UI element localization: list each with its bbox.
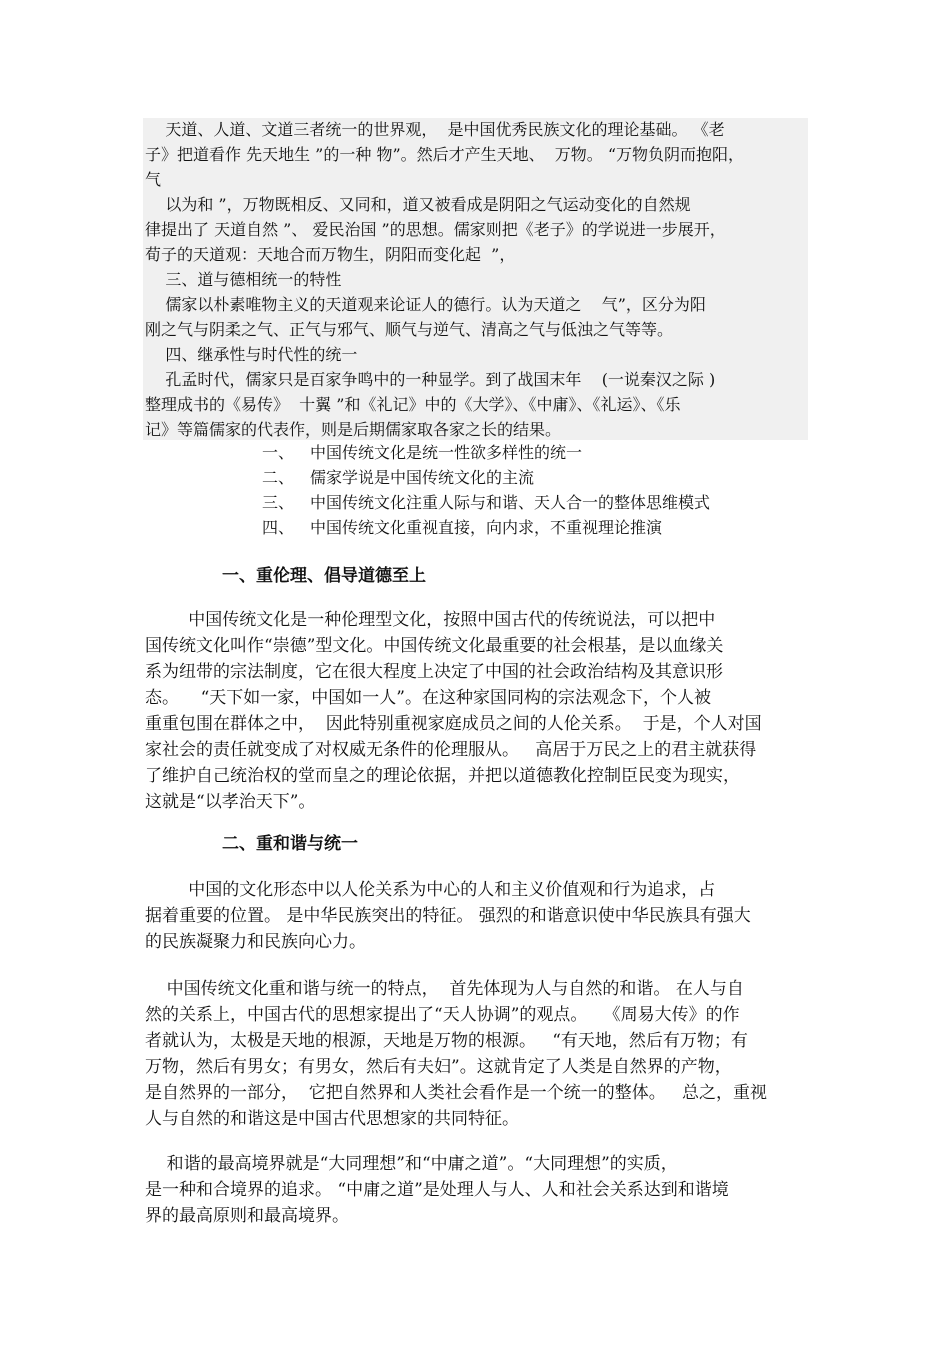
shaded-line: 儒家以朴素唯物主义的天道观来论证人的德行。认为天道之 气”，区分为阳 [145,295,706,314]
section-heading: 一、重伦理、倡导道德至上 [222,566,426,586]
body-line: 中国传统文化是一种伦理型文化，按照中国古代的传统说法，可以把中 [145,610,716,630]
body-line: 中国传统文化重和谐与统一的特点， 首先体现为人与自然的和谐。 在人与自 [145,979,744,999]
outline-item [262,441,582,465]
outline-number: 三、 [262,493,295,512]
shaded-line: 天道、人道、文道三者统一的世界观， 是中国优秀民族文化的理论基础。 《老 [145,120,725,139]
body-line: 重重包围在群体之中， 因此特别重视家庭成员之间的人伦关系。 于是，个人对国 [145,714,762,734]
outline-item [262,466,534,490]
shaded-line: 整理成书的《易传》 十翼 ”和《礼记》中的《大学》、《中庸》、《礼运》、《乐 [145,395,681,414]
body-line: 据着重要的位置。 是中华民族突出的特征。 强烈的和谐意识使中华民族具有强大 [145,906,751,926]
shaded-line: 四、继承性与时代性的统一 [145,345,358,364]
body-line: 然的关系上，中国古代的思想家提出了“天人协调”的观点。 《周易大传》的作 [145,1005,740,1025]
body-line: 国传统文化叫作“崇德”型文化。中国传统文化最重要的社会根基，是以血缘关 [145,636,724,656]
body-line: 人与自然的和谐这是中国古代思想家的共同特征。 [145,1109,519,1129]
shaded-line: 律提出了 天道自然 ”、 爱民治国 ”的思想。儒家则把《老子》的学说进一步展开， [145,220,726,239]
outline-number: 四、 [262,518,295,537]
shaded-line: 三、道与德相统一的特性 [145,270,342,289]
body-line: 的民族凝聚力和民族向心力。 [145,932,366,952]
body-line: 者就认为，太极是天地的根源，天地是万物的根源。 “有天地，然后有万物；有 [145,1031,748,1051]
outline-item [262,516,662,540]
body-line: 万物，然后有男女；有男女，然后有夫妇”。这就肯定了人类是自然界的产物， [145,1057,732,1077]
shaded-line: 荀子的天道观：天地合而万物生，阴阳而变化起 ”， [145,245,516,264]
outline-text: 儒家学说是中国传统文化的主流 [310,468,535,487]
outline-text: 中国传统文化是统一性欲多样性的统一 [310,443,583,462]
body-line: 是一种和合境界的追求。 “中庸之道”是处理人与人、人和社会关系达到和谐境 [145,1180,729,1200]
body-line: 是自然界的一部分， 它把自然界和人类社会看作是一个统一的整体。 总之，重视 [145,1083,768,1103]
outline-text: 中国传统文化重视直接，向内求，不重视理论推演 [310,518,663,537]
outline-number: 二、 [262,468,295,487]
body-line: 了维护自己统治权的堂而皇之的理论依据，并把以道德教化控制臣民变为现实， [145,766,740,786]
outline-item [262,491,710,515]
body-line: 这就是“以孝治天下”。 [145,792,316,812]
shaded-line: 子》把道看作 先天地生 ”的一种 物”。然后才产生天地、 万物。 “万物负阴而抱阳， [145,145,745,164]
body-line: 和谐的最高境界就是“大同理想”和“中庸之道”。“大同理想”的实质， [145,1154,678,1174]
shaded-line: 刚之气与阴柔之气、正气与邪气、顺气与逆气、清高之气与低浊之气等等。 [145,320,674,339]
body-line: 系为纽带的宗法制度，它在很大程度上决定了中国的社会政治结构及其意识形 [145,662,723,682]
body-line: 态。 “天下如一家，中国如一人”。在这种家国同构的宗法观念下，个人被 [145,688,711,708]
body-line: 家社会的责任就变成了对权威无条件的伦理服从。 高居于万民之上的君主就获得 [145,740,757,760]
body-line: 界的最高原则和最高境界。 [145,1206,349,1226]
outline-number: 一、 [262,443,295,462]
body-line: 中国的文化形态中以人伦关系为中心的人和主义价值观和行为追求，占 [145,880,716,900]
outline-text: 中国传统文化注重人际与和谐、天人合一的整体思维模式 [310,493,711,512]
shaded-line: 气 [145,170,162,189]
shaded-line: 孔孟时代，儒家只是百家争鸣中的一种显学。到了战国末年 (一说秦汉之际 ) [145,370,716,389]
shaded-line: 记》等篇儒家的代表作，则是后期儒家取各家之长的结果。 [145,420,562,439]
shaded-line: 以为和 ”，万物既相反、又同和，道又被看成是阴阳之气运动变化的自然规 [145,195,691,214]
section-heading: 二、重和谐与统一 [222,834,358,854]
